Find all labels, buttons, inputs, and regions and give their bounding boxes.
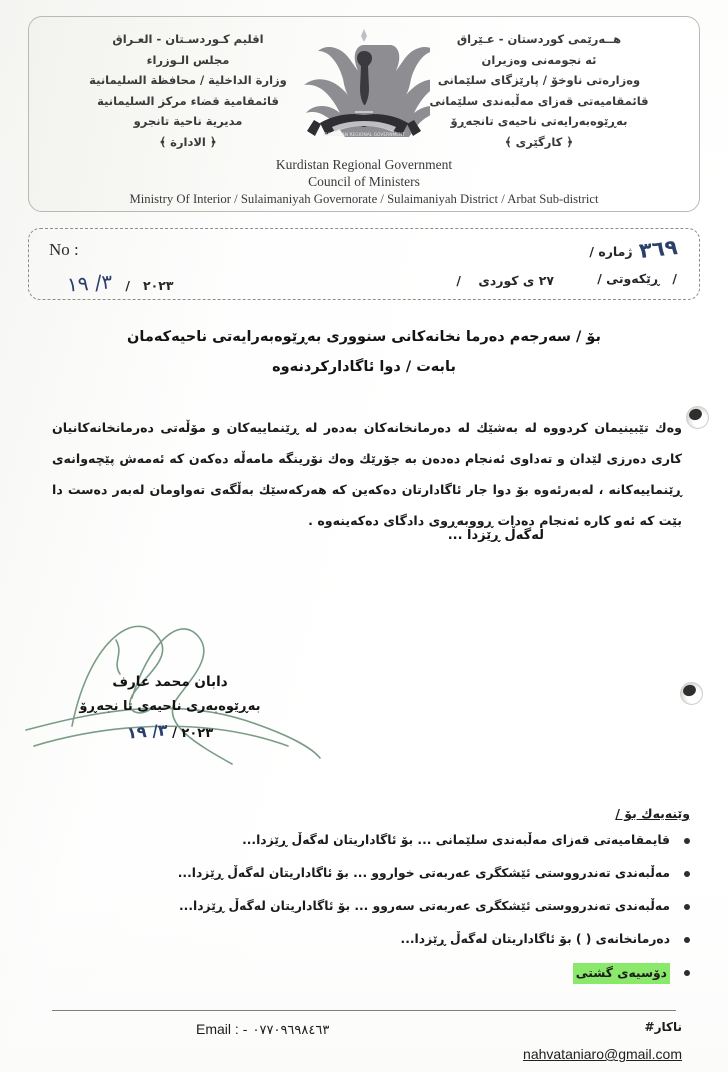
letterhead-kurdish-line-3: وەزارەتی ناوخۆ / پارێزگای سلێمانی (437, 73, 641, 87)
letterhead-kurdish-line-6: ﴿ كارگێری ﴾ (504, 134, 574, 149)
letterhead-kurdish-line-2: ئە نجومەنی وەزیران (481, 52, 597, 67)
signature-date-sep: / (172, 726, 177, 741)
reference-gregorian-sep: / (125, 278, 130, 293)
signature-date-daymonth: ٣/ ١٩ (126, 720, 169, 743)
reference-date-label: ڕێکەوتی / (597, 271, 660, 286)
reference-number-row (589, 237, 677, 261)
bullet-icon (684, 838, 690, 844)
footer-divider (52, 1010, 676, 1011)
reference-date-row (597, 271, 677, 286)
footer-contact-label: ناكار# (644, 1020, 682, 1034)
signature-date (20, 722, 320, 741)
signature-block (20, 596, 350, 771)
cc-item-label: دەرمانخانەی ( ) بۆ ئاگاداریتان لەگەڵ ڕێزدا... (400, 932, 670, 946)
letterhead-arabic-line-1: اقليم كـوردسـتان - العـراق (112, 32, 264, 46)
letterhead-kurdish-line-4: قائمقامیەتی قەزای مەڵبەندی سلێمانی (429, 93, 649, 108)
svg-text:KURDISTAN REGIONAL GOVERNMENT: KURDISTAN REGIONAL GOVERNMENT (322, 133, 406, 138)
signature-date-year: ٢٠٢٣ (181, 726, 214, 741)
reference-no-label: No : (49, 240, 79, 259)
bullet-icon (684, 937, 690, 943)
reference-gregorian-year: ٢٠٢٣ (143, 278, 174, 293)
letterhead-kurdish-block (405, 29, 673, 152)
letterhead-english-line-1: Kurdistan Regional Government (275, 157, 453, 172)
letterhead-english-line-3: Ministry Of Interior / Sulaimaniyah Governorate / Sulaimaniyah District / Arbat Sub-district (129, 192, 599, 206)
letterhead-arabic-line-4: قائمقامية قضاء مركز السليمانية (97, 93, 279, 108)
subject-block (60, 322, 668, 382)
letterhead-kurdish-line-5: بەڕێوەبەرایەتی ناحیەی تانجەڕۆ (450, 114, 628, 128)
hole-punch-mark (680, 682, 703, 705)
cc-list-item (170, 963, 690, 984)
kurdistan-regional-government-eagle-emblem (298, 23, 430, 151)
reference-gregorian-daymonth: ٣/ ١٩ (66, 269, 114, 297)
regards-line: لەگەڵ ڕێزدا ... (447, 528, 544, 543)
letterhead-kurdish-line-1: هــەرێمی كوردستان - عـێراق (456, 32, 622, 46)
signer-title: بەڕێوەبەری ناحیەی تا نجەڕۆ (79, 699, 261, 714)
footer-phone-row (196, 1021, 329, 1038)
body-paragraph: وەك تێبینیمان كردووە لە بەشێك لە دەرمانخانەكان بەدەر لە ڕێنماییەكان و مۆڵەتی دەرمانخانەكانیان كاری دەرزی لێدان و تەداوی ئەنجام دەدەن بە جۆرێك وەك نۆرینگە مامەڵە دەكەن كە ئەمەش پێچەوانەی ڕێنماییەكانە ، لەبەرئەوە بۆ دوا جار ئاگادارتان دەكەین كە هەركەسێك بەڵگەی تەواومان لەبەر دەست دا بێت كە ئەو كارە ئەنجام دەدات ڕووبەڕوی دادگای دەكەینەوە . (52, 420, 682, 528)
letterhead-arabic-line-5: مديرية ناحية تانجرو (133, 114, 243, 128)
letterhead-box (28, 16, 700, 212)
reference-kurdish-date-slash: / (456, 273, 461, 288)
subject-to-line: بۆ / سەرجەم دەرما نخانەکانی سنووری بەڕێوەبەرایەتی ناحیەکەمان (127, 329, 601, 345)
reference-date-slash: / (672, 271, 677, 286)
cc-distribution-list (170, 806, 690, 998)
bullet-icon (684, 871, 690, 877)
reference-number-value: ٣٦٩ (637, 235, 679, 263)
letterhead-arabic-line-3: وزارة الداخلية / محافظة السليمانية (89, 73, 287, 87)
letterhead-arabic-line-2: مجلس الـوزراء (146, 52, 230, 67)
reference-gregorian-date (67, 271, 174, 295)
bullet-icon (684, 970, 690, 976)
letterhead-arabic-block (63, 29, 313, 152)
cc-list-item (170, 864, 690, 883)
reference-number-label: ژماره / (589, 244, 633, 259)
hole-punch-mark (686, 406, 709, 429)
footer-email-label: Email : (196, 1021, 239, 1037)
reference-box (28, 228, 700, 300)
footer-email-address[interactable]: nahvataniaro@gmail.com (523, 1046, 682, 1062)
cc-item-label: قایمقامیەتی قەزای مەڵبەندی سلێمانی ... بۆ ئاگاداریتان لەگەڵ ڕێزدا... (242, 833, 670, 847)
cc-list-item (170, 930, 690, 949)
signature-text-block (20, 674, 320, 741)
cc-heading: وێنەیەك بۆ / (615, 806, 690, 821)
signer-name: دابان محمد عارف (112, 674, 228, 690)
cc-list-item (170, 831, 690, 850)
footer-phone-number: - ٠٧٧٠٩٦٩٨٤٦٣ (242, 1023, 330, 1038)
cc-item-label: مەڵبەندی تەندرووستی ئێشكگری عەربەتی خواروو ... بۆ ئاگاداریتان لەگەڵ ڕێزدا... (177, 866, 670, 880)
bullet-icon (684, 904, 690, 910)
subject-re-line: بابەت / دوا ئاگادارکردنەوە (272, 359, 456, 375)
letterhead-english-line-2: Council of Ministers (308, 174, 420, 189)
reference-kurdish-date (456, 273, 554, 288)
cc-item-label-highlighted: دۆسیەی گشتی (573, 963, 670, 984)
cc-list-item (170, 897, 690, 916)
cc-item-label: مەڵبەندی تەندرووستی ئێشكگری عەربەتی سەروو ... بۆ ئاگاداریتان لەگەڵ ڕێزدا... (179, 899, 670, 913)
letterhead-arabic-line-6: ﴿ الادارة ﴾ (159, 134, 217, 149)
reference-kurdish-date-value: ٢٧ ی كوردی (478, 273, 554, 288)
letterhead-english-block (29, 156, 699, 208)
